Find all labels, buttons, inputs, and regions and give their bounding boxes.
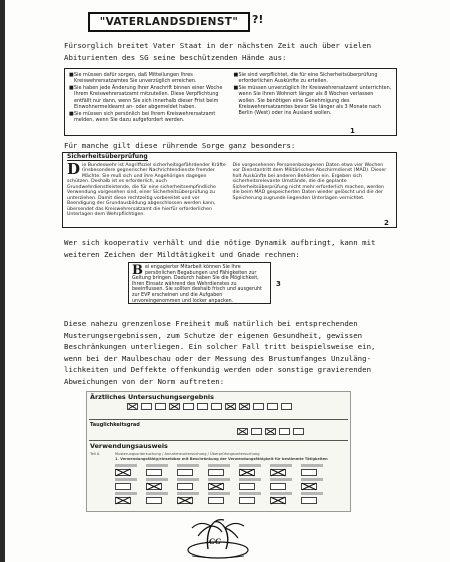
- crossed-checkbox: [239, 403, 250, 410]
- cooperation-paragraph: [64, 237, 394, 260]
- crossed-checkbox: [265, 428, 276, 435]
- checkbox: [253, 403, 264, 410]
- obligation-item: ■ Sie müssen dafür sorgen, daß Mitteilungen Ihres Kreiswehrersatzamtes Sie unverzüglich erreichen.: [69, 72, 197, 85]
- form-divider: [89, 440, 348, 441]
- form-cell-row: [115, 492, 332, 504]
- paragraph-line: lichkeiten und Deffekte offenkundig werden oder sonstige gravierenden: [64, 365, 372, 375]
- paragraph-line: Abweichungen von der Norm auftreten:: [64, 376, 225, 386]
- obligations-right-column: [234, 72, 393, 132]
- crossed-checkbox: [115, 469, 131, 476]
- crossed-checkbox: [177, 497, 193, 504]
- section2-heading: Für manche gilt diese rührende Sorge ganz besonders:: [64, 141, 296, 150]
- dropcap: B: [132, 263, 143, 278]
- security-check-text: ie Bundeswehr ist Angriffsziel sicherheitsgefährdender Kräfte (insbesondere gegnerischer Nachrichtendienste fremder Mächte. Sie muß sich und ihre Angehörigen dagegen schützen. Deshalb ist es erforderlich, auch Grundwehrdienstleistende, die für eine sicherheitsempfindliche Verwendung vorgesehen sind, einer Sicherheitsüberprüfung zu unterziehen. Damit diese rechtzeitig vorbereitet und vor Beendigung der Grundausbildung abgeschlossen werden kann, übersendet das Kreiswehrersatzamt die hierfür erforderlichen Unterlagen dem Wehrpflichtigen.: [67, 162, 226, 217]
- logo-text: GG: [209, 537, 221, 546]
- usability-line: 1. Verwendungsfähig/einsetzbar mit Beschränkung der Verwendungsfähigkeit für bestimmte Tätigkeiten: [115, 457, 328, 461]
- crossed-checkbox: [169, 403, 180, 410]
- form-divider: [89, 419, 348, 420]
- box-number-2: 2: [384, 219, 389, 227]
- security-check-box: [62, 152, 397, 228]
- page-title-punctuation: ?!: [252, 13, 264, 26]
- box-number-3: 3: [276, 280, 281, 288]
- checkbox: [279, 428, 290, 435]
- fitness-grade-label: Tauglichkeitsgrad: [90, 422, 140, 428]
- obligations-left-column: [69, 72, 228, 132]
- paragraph-line: Musterungsergebnissen, zum Schutze der eigenen Gesundheit, gewissen: [64, 330, 363, 340]
- checkbox: [301, 497, 317, 504]
- paragraph-line: Diese nahezu grenzenlose Freiheit muß natürlich bei entsprechenden: [64, 319, 358, 328]
- form-cell-row: [115, 464, 332, 476]
- paragraph-line: Beschränkungen unterliegen. Ein solcher Fall tritt beispielsweise ein,: [64, 342, 376, 352]
- checkbox: [146, 497, 162, 504]
- intro-paragraph: [64, 40, 394, 63]
- engagement-text: ei engagierter Mitarbeit können Sie Ihre persönlichen Begabungen und Fähigkeiten zur Geltung bringen. Dadurch haben Sie die Möglichkeit, Ihren Einsatz während des Wehrdienstes zu beeinflussen. Sie sollten deshalb frisch und ausgeruht zur EVP erscheinen und die Aufgaben unvoreingenommen und locker anpacken.: [132, 265, 262, 304]
- crossed-checkbox: [270, 497, 286, 504]
- obligation-item: ■ Sie haben jede Änderung Ihrer Anschrift binnen einer Woche Ihrem Kreiswehrersatzamt mitzuteilen. Diese Verpflichtung entfällt nur dann, wenn Sie sich innerhalb dieser Frist beim Einwohnermeldeamt an- oder abgemeldet haben.: [69, 85, 223, 110]
- crossed-checkbox: [146, 483, 162, 490]
- crossed-checkbox: [115, 497, 131, 504]
- crossed-checkbox: [239, 469, 255, 476]
- checkbox: [211, 403, 222, 410]
- crossed-checkbox: [225, 403, 236, 410]
- crossed-checkbox: [237, 428, 248, 435]
- obligation-item: ■ Sie müssen sich persönlich bei Ihrem Kreiswehrersatzamt melden, wenn Sie dazu aufgefordert werden.: [69, 110, 216, 124]
- examination-type: Musterungsuntersuchung / Annahmeuntersuchung / Überprüfungsuntersuchung: [115, 452, 260, 456]
- checkbox: [183, 403, 194, 410]
- checkbox: [141, 403, 152, 410]
- checkbox: [239, 483, 255, 490]
- form-checkbox-row: [237, 428, 307, 435]
- page-title: "VATERLANDSDIENST": [88, 12, 250, 32]
- checkbox: [208, 469, 224, 476]
- checkbox: [177, 469, 193, 476]
- checkbox: [293, 428, 304, 435]
- checkbox: [155, 403, 166, 410]
- crossed-checkbox: [208, 483, 224, 490]
- security-check-right-column: Die vorgesehenen Personenbezogenen Daten etwa vier Wochen vor Dienstantritt dem Militärischen Abschirmdienst (MAD). Dieser holt Auskünfte bei anderen Behörden ein. Ergeben sich sicherheitsrelevante Umstände, die die geplante Sicherheitsüberprüfung nicht mehr erforderlich machen, werden die beim MAD gespeicherten Daten wieder gelöscht und die der Speicherung zugrunde liegenden Unterlagen vernichtet.: [232, 162, 387, 201]
- crossed-checkbox: [270, 469, 286, 476]
- medical-form-excerpt: [86, 391, 351, 512]
- crossed-checkbox: [301, 483, 317, 490]
- paragraph-line: wenn bei der Maulbeschau oder der Messung des Brustumfanges Unzuläng-: [64, 353, 372, 363]
- form-cell-row: [115, 478, 332, 490]
- obligations-box: [64, 68, 397, 136]
- engagement-box: [128, 262, 271, 304]
- dropcap: D: [67, 159, 81, 178]
- checkbox: [251, 428, 262, 435]
- checkbox: [177, 483, 193, 490]
- restrictions-paragraph: [64, 318, 394, 388]
- intro-line: Abiturienten des SG seine beschützenden Hände aus:: [64, 52, 287, 62]
- checkbox: [239, 497, 255, 504]
- checkbox: [267, 403, 278, 410]
- checkbox: [208, 497, 224, 504]
- form-checkbox-row: [127, 403, 295, 410]
- paragraph-line: Wer sich kooperativ verhält und die nötige Dynamik aufbringt, kann mit: [64, 238, 376, 247]
- intro-line: Fürsorglich breitet Vater Staat in der nächsten Zeit auch über vielen: [64, 41, 372, 50]
- paragraph-line: weiteren Zeichen der Mildtätigkeit und Gnade rechnen:: [64, 249, 300, 259]
- obligation-item: ■ Sie sind verpflichtet, die für eine Sicherheitsüberprüfung erforderlichen Auskünfte zu erteilen.: [233, 72, 378, 85]
- usage-card-title: Verwendungsausweis: [90, 442, 168, 450]
- obligation-item: ■ Sie müssen unverzüglich Ihr Kreiswehrersatzamt unterrichten, wenn Sie Ihren Wohnort länger als 8 Wochen verlassen wollen. Sie benötigen eine Genehmigung des Kreiswehrersatzamtes bevor Sie länger als 3 Monate nach Berlin (West) oder ins Ausland wollen.: [233, 85, 392, 116]
- checkbox: [197, 403, 208, 410]
- checkbox: [270, 483, 286, 490]
- security-check-heading: Sicherheitsüberprüfung: [67, 153, 148, 160]
- form-title: Ärztliches Untersuchungsergebnis: [90, 393, 214, 401]
- checkbox: [115, 483, 131, 490]
- checkbox: [281, 403, 292, 410]
- checkbox: [301, 469, 317, 476]
- checkbox: [146, 469, 162, 476]
- crossed-checkbox: [127, 403, 138, 410]
- part-a-label: Teil A: [90, 452, 100, 456]
- security-check-left-column: [67, 159, 227, 218]
- binding-edge: [0, 0, 5, 562]
- box-number-1: 1: [350, 127, 355, 135]
